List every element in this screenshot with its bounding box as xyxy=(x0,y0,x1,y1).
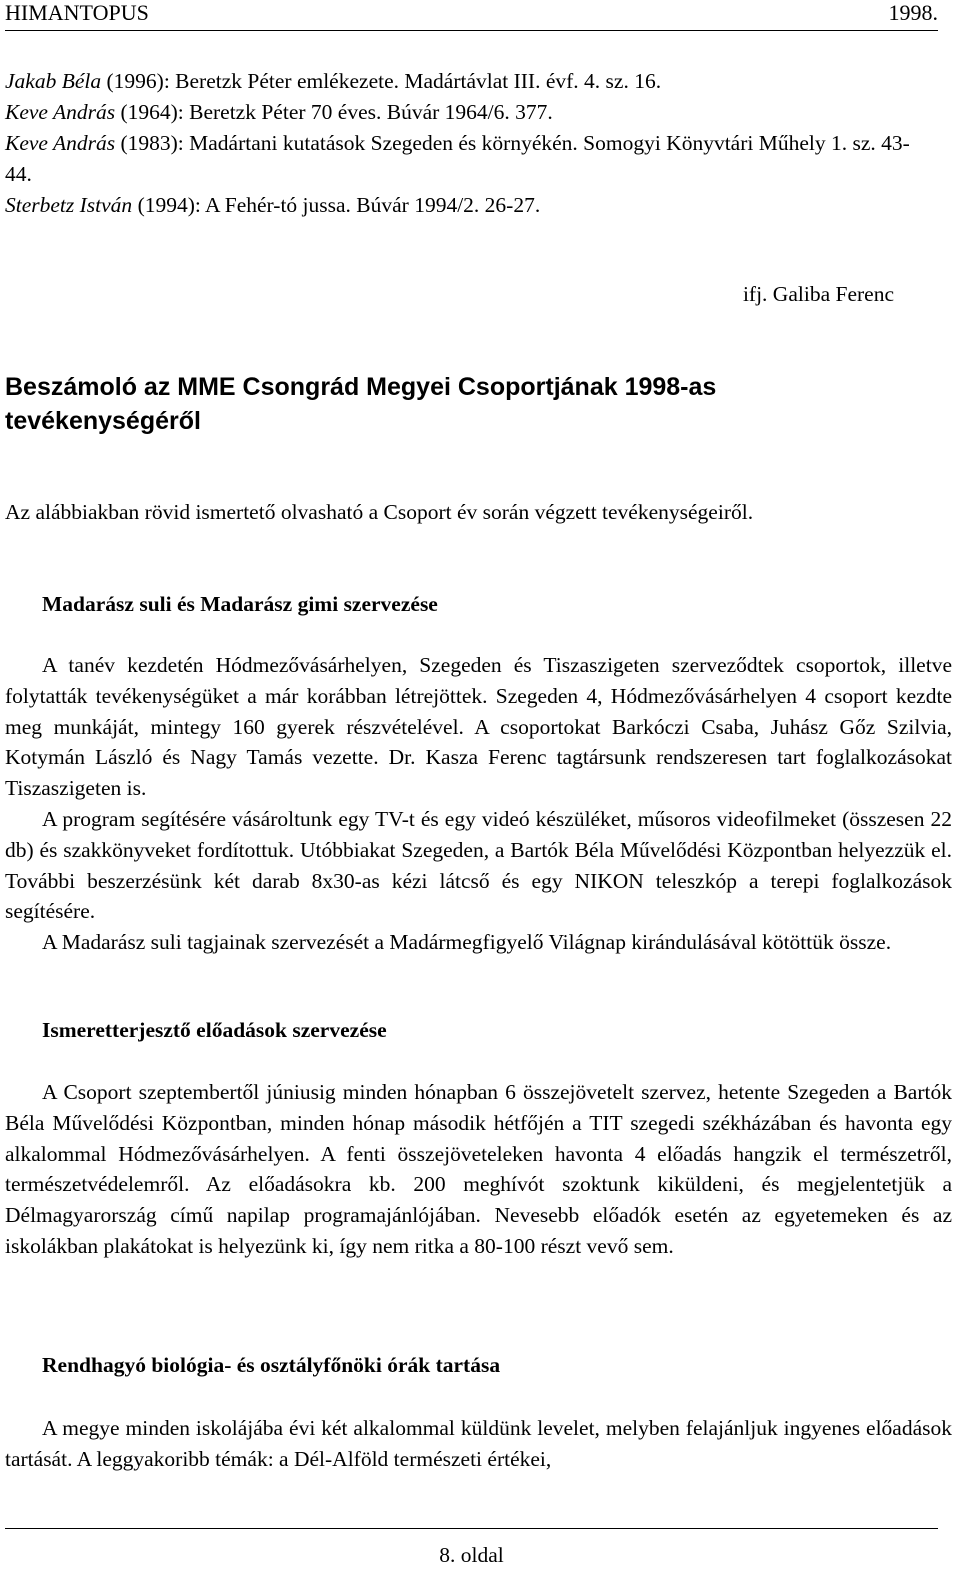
reference-author: Keve András xyxy=(5,100,116,124)
reference-author: Jakab Béla xyxy=(5,69,102,93)
section-body xyxy=(5,650,952,958)
journal-year: 1998. xyxy=(888,0,938,25)
journal-name: HIMANTOPUS xyxy=(5,0,149,25)
reference-text: (1996): Beretzk Péter emlékezete. Madártávlat III. évf. 4. sz. 16. xyxy=(101,69,662,93)
reference-list xyxy=(5,66,935,221)
article-title: Beszámoló az MME Csongrád Megyei Csoportjának 1998-as tevékenységéről xyxy=(5,373,717,435)
page-footer xyxy=(5,1528,938,1567)
section-body xyxy=(5,1413,952,1475)
paragraph: A tanév kezdetén Hódmezővásárhelyen, Szegeden és Tiszaszigeten szerveződtek csoportok, illetve folytatták tevékenységüket a már korábban létrejöttek. Szegeden 4, Hódmezővásárhelyen 4 csoport kezdte meg munkáját, mintegy 160 gyerek részvételével. A csoportokat Barkóczi Csaba, Juhász Gőz Szilvia, Kotymán László és Nagy Tamás vezette. Dr. Kasza Ferenc tagtársunk rendszeresen tart foglalkozásokat Tiszaszigeten is. xyxy=(5,653,952,801)
reference-item xyxy=(5,190,935,221)
reference-author: Sterbetz István xyxy=(5,193,133,217)
reference-item xyxy=(5,97,935,128)
page-header xyxy=(5,0,938,31)
paragraph: A Madarász suli tagjainak szervezését a Madármegfigyelő Világnap kirándulásával kötöttük össze. xyxy=(42,930,892,955)
section-heading: Rendhagyó biológia- és osztályfőnöki órák tartása xyxy=(42,1353,501,1377)
article-intro: Az alábbiakban rövid ismertető olvasható a Csoport év során végzett tevékenységeiről. xyxy=(5,500,754,524)
section-body xyxy=(5,1077,952,1262)
reference-text: (1994): A Fehér-tó jussa. Búvár 1994/2. 26-27. xyxy=(132,193,541,217)
reference-item xyxy=(5,128,935,190)
paragraph: A Csoport szeptembertől júniusig minden hónapban 6 összejövetelt szervez, hetente Szegeden a Bartók Béla Művelődési Központban, minden hónap második hétfőjén a TIT szegedi székházában és havonta egy alkalommal Hódmezővásárhelyen. A fenti összejöveteleken havonta 4 előadás hangzik el természetről, természetvédelemről. Az előadásokra kb. 200 meghívót szoktunk kiküldeni, és megjelentetjük a Délmagyarország című napilap programajánlójában. Nevesebb előadók esetén az egyetemeken és az iskolákban plakátokat is helyezünk ki, így nem ritka a 80-100 részt vevő sem. xyxy=(5,1080,952,1258)
reference-author: Keve András xyxy=(5,131,116,155)
section-heading: Ismeretterjesztő előadások szervezése xyxy=(42,1018,387,1042)
reference-item xyxy=(5,66,935,97)
section-heading: Madarász suli és Madarász gimi szervezése xyxy=(42,592,438,616)
paragraph: A program segítésére vásároltunk egy TV-t és egy videó készüléket, műsoros videofilmeket (összesen 22 db) és szakkönyveket fordítottuk. Utóbbiakat Szegeden, a Bartók Béla Művelődési Központban helyezzük el. További beszerzésünk két darab 8x30-as kézi látcső és egy NIKON teleszkóp a terepi foglalkozások segítésére. xyxy=(5,806,952,924)
reference-text: (1964): Beretzk Péter 70 éves. Búvár 1964/6. 377. xyxy=(115,100,553,124)
article-author: ifj. Galiba Ferenc xyxy=(742,282,894,306)
reference-text: (1983): Madártani kutatások Szegeden és környékén. Somogyi Könyvtári Műhely 1. sz. 43-44. xyxy=(5,131,910,186)
page-number: 8. oldal xyxy=(439,1543,504,1567)
paragraph: A megye minden iskolájába évi két alkalommal küldünk levelet, melyben felajánljuk ingyenes előadások tartását. A leggyakoribb témák: a Dél-Alföld természeti értékei, xyxy=(5,1416,952,1471)
